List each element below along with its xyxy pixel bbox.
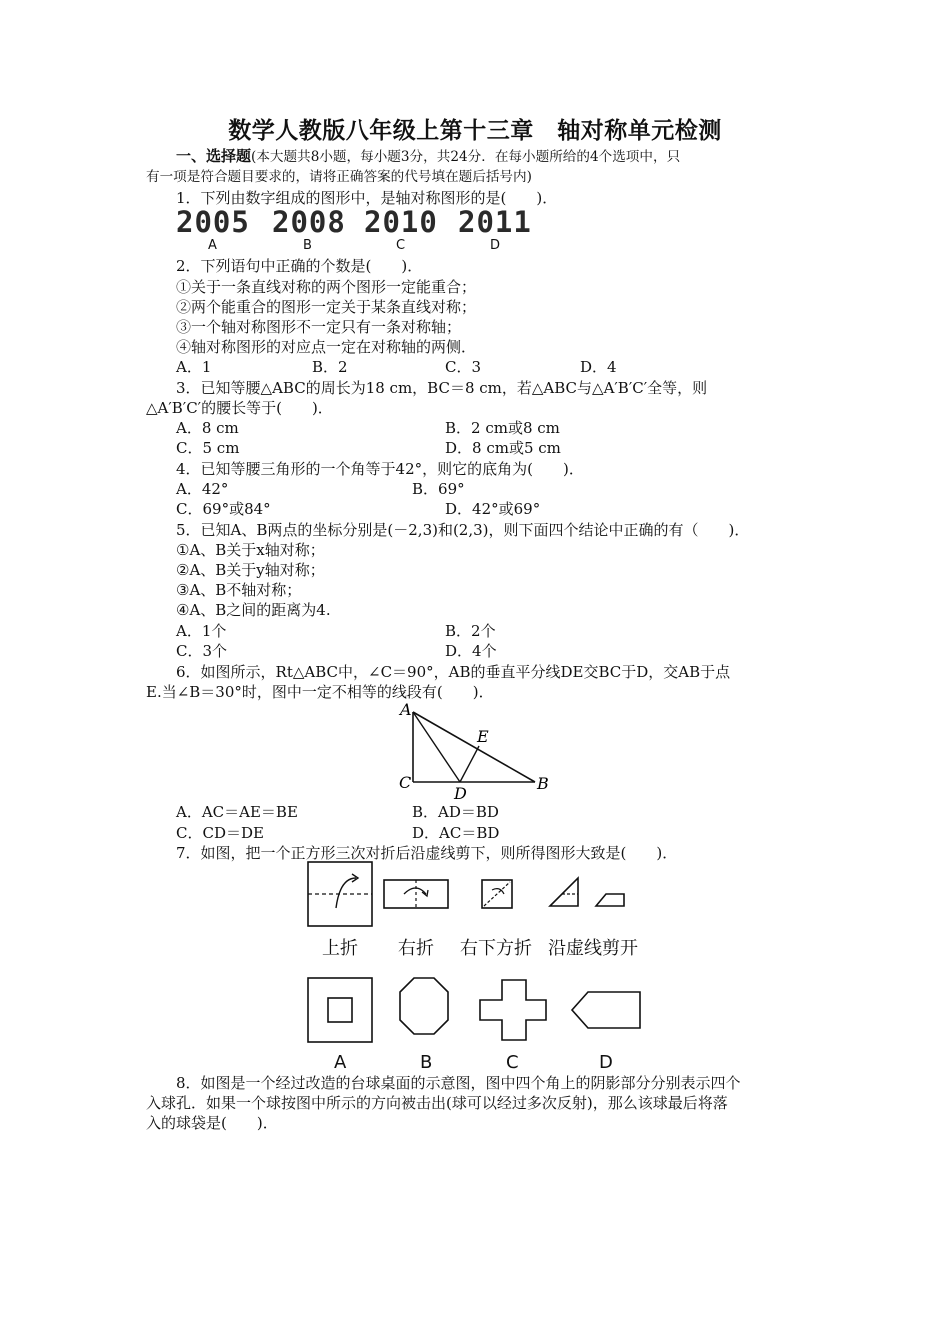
q5-option-b: B．2个 [445, 622, 496, 640]
q2-item-4: ④轴对称图形的对应点一定在对称轴的两侧． [176, 338, 477, 356]
q7-step-label-1: 上折 [322, 938, 358, 959]
q4-option-c: C．69°或84° [176, 500, 271, 518]
point-label-c: C [399, 773, 412, 792]
q7-answer-shapes [300, 972, 650, 1048]
q1-figure-b: 2008 [272, 205, 346, 239]
q8-line1: 8．如图是一个经过改造的台球桌面的示意图，图中四个角上的阴影部分分别表示四个 [176, 1074, 741, 1092]
shape-c-cross [480, 980, 546, 1040]
q1-label-a: A [208, 238, 217, 253]
q3-option-a: A．8 cm [176, 419, 239, 437]
q5-option-a: A．1个 [176, 622, 227, 640]
q6-option-a: A．AC＝AE＝BE [176, 803, 298, 821]
q7-folding-steps [300, 860, 650, 932]
q1-figure-d: 2011 [458, 205, 532, 239]
q7-option-a: A [334, 1052, 347, 1073]
q4-option-d: D．42°或69° [445, 500, 541, 518]
shape-b-octagon [400, 978, 448, 1034]
q1-label-b: B [303, 238, 312, 253]
q5-item-4: ④A、B之间的距离为4. [176, 601, 331, 619]
segment-ad [413, 712, 460, 782]
q5-option-d: D．4个 [445, 642, 497, 660]
section-desc-2: 有一项是符合题目要求的，请将正确答案的代号填在题后括号内) [146, 169, 532, 185]
q5-option-c: C．3个 [176, 642, 228, 660]
q1-label-d: D [490, 238, 501, 253]
step4-result [596, 894, 624, 906]
q7-step-label-4: 沿虚线剪开 [548, 938, 638, 959]
q2-item-3: ③一个轴对称图形不一定只有一条对称轴； [176, 318, 462, 336]
q7-option-b: B [420, 1052, 433, 1073]
section-heading-line [176, 146, 680, 167]
q3-line2: △A′B′C′的腰长等于( )． [146, 399, 333, 417]
q2-option-b: B．2 [312, 358, 348, 376]
q6-triangle-figure [395, 700, 560, 800]
q4-text: 4．已知等腰三角形的一个角等于42°，则它的底角为( )． [176, 460, 584, 478]
q3-option-c: C．5 cm [176, 439, 240, 457]
q7-option-c: C [506, 1052, 519, 1073]
q6-option-d: D．AC＝BD [412, 824, 500, 842]
q7-step-label-3: 右下方折 [460, 938, 532, 959]
q3-option-b: B．2 cm或8 cm [445, 419, 560, 437]
point-label-a: A [400, 700, 412, 719]
q7-text: 7．如图，把一个正方形三次对折后沿虚线剪下，则所得图形大致是( )． [176, 844, 678, 862]
q8-line2: 入球孔．如果一个球按图中所示的方向被击出(球可以经过多次反射)，那么该球最后将落 [146, 1094, 728, 1112]
q4-option-a: A．42° [176, 480, 229, 498]
q1-label-c: C [396, 238, 406, 253]
step4-triangle [550, 878, 578, 906]
q2-option-c: C．3 [445, 358, 482, 376]
step3-arrow [492, 889, 504, 894]
q1-figure-c: 2010 [364, 205, 438, 239]
q6-option-c: C．CD＝DE [176, 824, 264, 842]
q6-line2: E.当∠B＝30°时，图中一定不相等的线段有( )． [146, 683, 494, 701]
point-label-d: D [454, 784, 467, 800]
q3-line1: 3．已知等腰△ABC的周长为18 cm，BC＝8 cm，若△ABC与△A′B′C′全等，则 [176, 379, 708, 397]
q1-text: 1．下列由数字组成的图形中，是轴对称图形的是( )． [176, 189, 558, 207]
q5-item-3: ③A、B不轴对称； [176, 581, 302, 599]
q5-item-1: ①A、B关于x轴对称； [176, 541, 325, 559]
segment-de [460, 746, 479, 782]
q1-figure-a: 2005 [176, 205, 250, 239]
point-label-b: B [537, 774, 549, 793]
section-desc-1: (本大题共8小题，每小题3分，共24分．在每小题所给的4个选项中，只 [251, 149, 681, 165]
q8-line3: 入的球袋是( )． [146, 1114, 278, 1132]
q5-text: 5．已知A、B两点的坐标分别是(－2,3)和(2,3)，则下面四个结论中正确的有（ )． [176, 521, 750, 539]
point-label-e: E [477, 727, 489, 746]
segment-ab [413, 712, 535, 782]
q6-option-b: B．AD＝BD [412, 803, 499, 821]
q2-option-a: A．1 [176, 358, 212, 376]
q1-figures [176, 205, 541, 245]
step3-fold-line [484, 882, 510, 906]
q2-option-d: D．4 [580, 358, 617, 376]
q6-line1: 6．如图所示，Rt△ABC中，∠C＝90°，AB的垂直平分线DE交BC于D，交AB于点 [176, 663, 731, 681]
section-heading: 一、选择题 [176, 147, 252, 165]
q2-item-1: ①关于一条直线对称的两个图形一定能重合； [176, 278, 477, 296]
q5-item-2: ②A、B关于y轴对称； [176, 561, 325, 579]
q7-option-d: D [599, 1052, 613, 1073]
q3-option-d: D．8 cm或5 cm [445, 439, 561, 457]
q2-text: 2．下列语句中正确的个数是( )． [176, 257, 423, 275]
shape-a-outer [308, 978, 372, 1042]
page-title: 数学人教版八年级上第十三章 轴对称单元检测 [228, 118, 722, 144]
step1-arrow [336, 878, 356, 908]
q2-item-2: ②两个能重合的图形一定关于某条直线对称； [176, 298, 477, 316]
q4-option-b: B．69° [412, 480, 465, 498]
shape-a-inner [328, 998, 352, 1022]
shape-d-pentagon [572, 992, 640, 1028]
q7-step-label-2: 右折 [398, 938, 434, 959]
